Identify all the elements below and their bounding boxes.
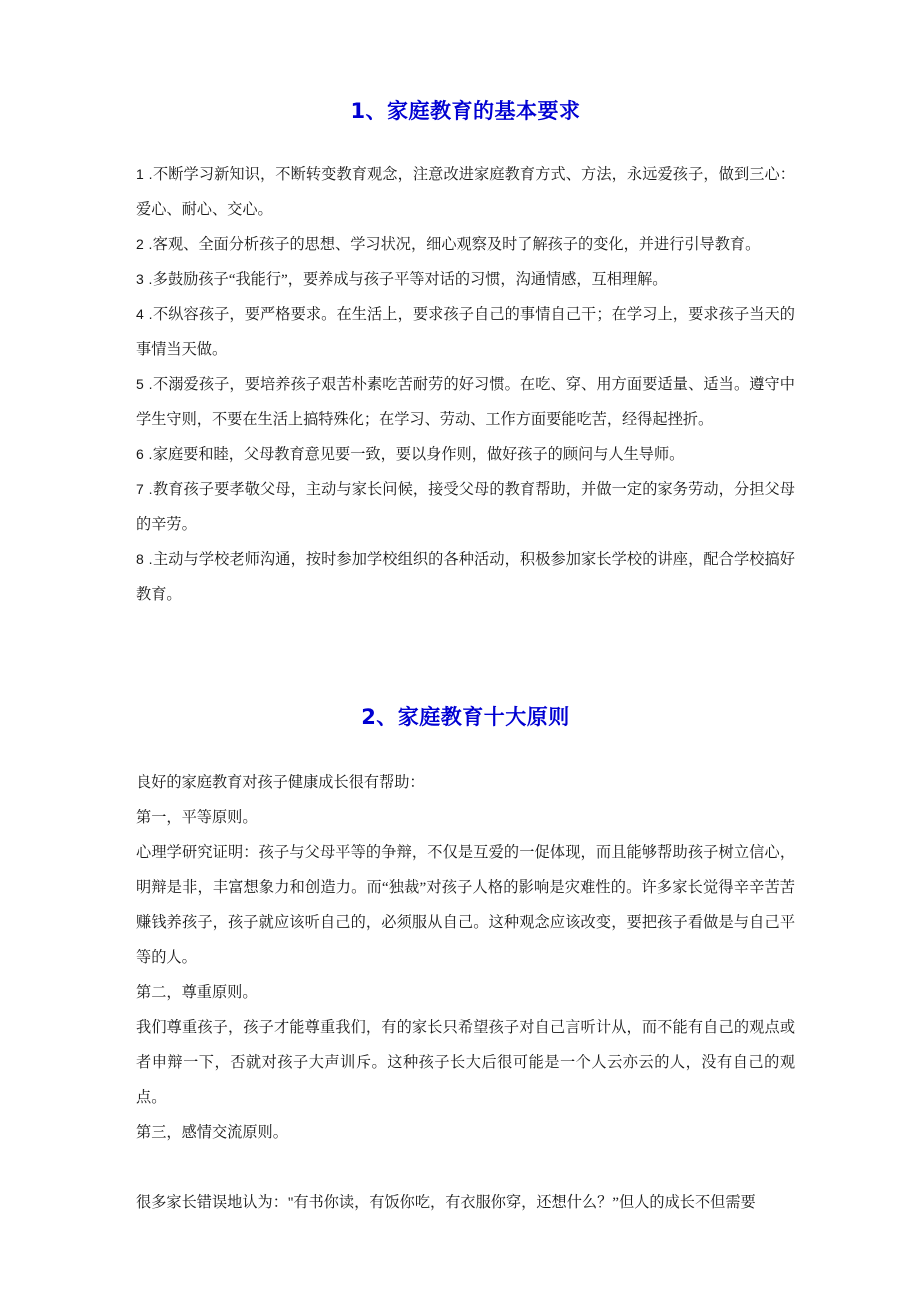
- list-item: [136, 367, 795, 437]
- list-item: [136, 227, 795, 262]
- section-1-title-wrapper: [136, 0, 795, 123]
- list-item-number: 1: [136, 166, 145, 183]
- list-item-text: 教育孩子要孝敬父母，主动与家长问候，接受父母的教育帮助，并做一定的家务劳动，分担父母的辛劳。: [136, 481, 795, 534]
- list-item-number: 4: [136, 306, 145, 323]
- list-item-text: 不溺爱孩子，要培养孩子艰苦朴素吃苦耐劳的好习惯。在吃、穿、用方面要适量、适当。遵守中学生守则，不要在生活上搞特殊化；在学习、劳动、工作方面要能吃苦，经得起挫折。: [136, 376, 795, 429]
- list-item-separator: .: [144, 376, 153, 393]
- list-item-text: 不断学习新知识，不断转变教育观念，注意改进家庭教育方式、方法，永远爱孩子，做到三心：爱心、耐心、交心。: [136, 166, 795, 219]
- paragraph: 良好的家庭教育对孩子健康成长很有帮助：: [136, 774, 425, 792]
- list-item: [136, 262, 795, 297]
- list-item-separator: .: [144, 236, 153, 253]
- list-item-text: 多鼓励孩子“我能行”，要养成与孩子平等对话的习惯，沟通情感，互相理解。: [152, 271, 668, 289]
- list-item-separator: .: [144, 446, 153, 463]
- section-2-body: [136, 765, 795, 1220]
- list-item-text: 不纵容孩子，要严格要求。在生活上，要求孩子自己的事情自己干；在学习上，要求孩子当天的事情当天做。: [136, 306, 795, 359]
- list-item-text: 家庭要和睦，父母教育意见要一致，要以身作则，做好孩子的顾问与人生导师。: [152, 446, 685, 464]
- list-item: [136, 157, 795, 227]
- paragraph: 第二，尊重原则。: [136, 984, 258, 1002]
- paragraph: 第三，感情交流原则。: [136, 1124, 288, 1142]
- section-1-title: 1、家庭教育的基本要求: [350, 99, 581, 123]
- list-item-text: 主动与学校老师沟通，按时参加学校组织的各种活动，积极参加家长学校的讲座，配合学校搞好教育。: [136, 551, 795, 604]
- paragraph-blank: [136, 1150, 795, 1185]
- list-item-number: 7: [136, 481, 145, 498]
- list-item-number: 5: [136, 376, 145, 393]
- section-2-title: 2、家庭教育十大原则: [361, 705, 570, 730]
- paragraph: 第一，平等原则。: [136, 809, 258, 827]
- paragraph: 很多家长错误地认为：''有书你读，有饭你吃，有衣服你穿，还想什么？”但人的成长不但需要: [136, 1194, 756, 1212]
- list-item: [136, 472, 795, 542]
- list-item: [136, 437, 795, 472]
- list-item-separator: .: [144, 166, 153, 183]
- list-item-separator: .: [144, 271, 153, 288]
- list-item-text: 客观、全面分析孩子的思想、学习状况，细心观察及时了解孩子的变化，并进行引导教育。: [152, 236, 761, 254]
- list-item: [136, 542, 795, 612]
- list-item-separator: .: [144, 481, 153, 498]
- list-item-separator: .: [144, 551, 153, 568]
- paragraph: 我们尊重孩子，孩子才能尊重我们，有的家长只希望孩子对自己言听计从，而不能有自己的观点或者申辩一下，否就对孩子大声训斥。这种孩子长大后很可能是一个人云亦云的人，没有自己的观点。: [136, 1019, 795, 1107]
- list-item-number: 2: [136, 236, 145, 253]
- list-item-number: 8: [136, 551, 145, 568]
- section-2-title-wrapper: [136, 612, 795, 729]
- list-item: [136, 297, 795, 367]
- paragraph: 心理学研究证明：孩子与父母平等的争辩，不仅是互爱的一促体现，而且能够帮助孩子树立信心，明辩是非，丰富想象力和创造力。而“独裁”对孩子人格的影响是灾难性的。许多家长觉得辛辛苦苦赚钱养孩子，孩子就应该听自己的，必须服从自己。这种观念应该改变，要把孩子看做是与自己平等的人。: [136, 844, 795, 967]
- list-item-separator: .: [144, 306, 153, 323]
- list-item-number: 6: [136, 446, 145, 463]
- list-item-number: 3: [136, 271, 145, 288]
- section-1-list: [136, 157, 795, 612]
